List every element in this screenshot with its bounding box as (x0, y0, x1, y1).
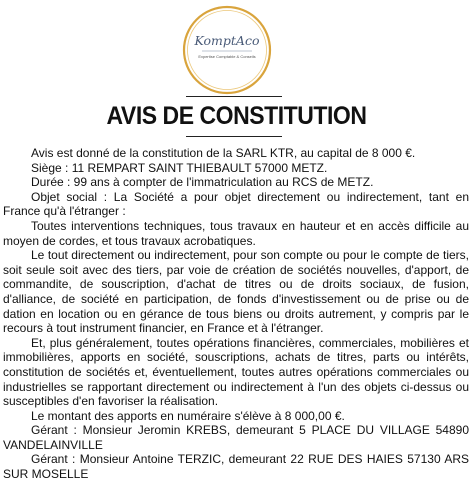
paragraph-operations: Et, plus généralement, toutes opérations financières, commerciales, mobilières et immobilières, apports en société, souscriptions, achats de titres, parts ou intérêts, constitution de sociétés et, éventuellement, toutes autres opérations commerciales ou industrielles se rapportant directement ou indirectement à l'un des objets ci-dessus ou susceptibles d'en favoriser la réalisation. (3, 335, 469, 409)
paragraph-siege: Siège : 11 REMPART SAINT THIEBAULT 57000 METZ. (31, 160, 328, 175)
headline-rule-bottom (186, 136, 282, 137)
paragraph-duree: Durée : 99 ans à compter de l'immatriculation au RCS de METZ. (31, 175, 374, 190)
notice-body (3, 146, 469, 482)
komptaco-logo (180, 3, 274, 97)
headline-rule-top (186, 96, 282, 97)
paragraph-apports: Le montant des apports en numéraire s'élève à 8 000,00 €. (31, 408, 345, 423)
logo-name: KomptAco (194, 33, 260, 48)
paragraph-moyens: Le tout directement ou indirectement, pour son compte ou pour le compte de tiers, soit seule soit avec des tiers, par voie de création de sociétés nouvelles, d'apport, de commandite, de souscription, d'achat de titres ou de droits sociaux, de fusion, d'alliance, de société en participation, de fonds d'investissement ou de prise ou de dation en location ou en gérance de tous biens ou droits autrement, y compris par le recours à tout instrument financier, en France et à l'étranger. (3, 248, 469, 336)
paragraph-gerant-1: Gérant : Monsieur Jeromin KREBS, demeurant 5 PLACE DU VILLAGE 54890 VANDELAINVILLE (3, 423, 469, 452)
paragraph-gerant-2: Gérant : Monsieur Antoine TERZIC, demeurant 22 RUE DES HAIES 57130 ARS SUR MOSELLE (3, 452, 469, 482)
paragraph-constitution: Avis est donné de la constitution de la SARL KTR, au capital de 8 000 €. (31, 146, 416, 160)
paragraph-interventions: Toutes interventions techniques, tous travaux en hauteur et en accès difficile au moyen de cordes, et tous travaux acrobatiques. (3, 218, 469, 248)
paragraph-objet-social: Objet social : La Société a pour objet directement ou indirectement, tant en France qu'à l'étranger : (3, 189, 469, 219)
notice-headline: AVIS DE CONSTITUTION (106, 102, 367, 130)
logo-ring-icon (180, 3, 274, 97)
logo-tagline: Expertise Comptable & Conseils (198, 54, 256, 59)
